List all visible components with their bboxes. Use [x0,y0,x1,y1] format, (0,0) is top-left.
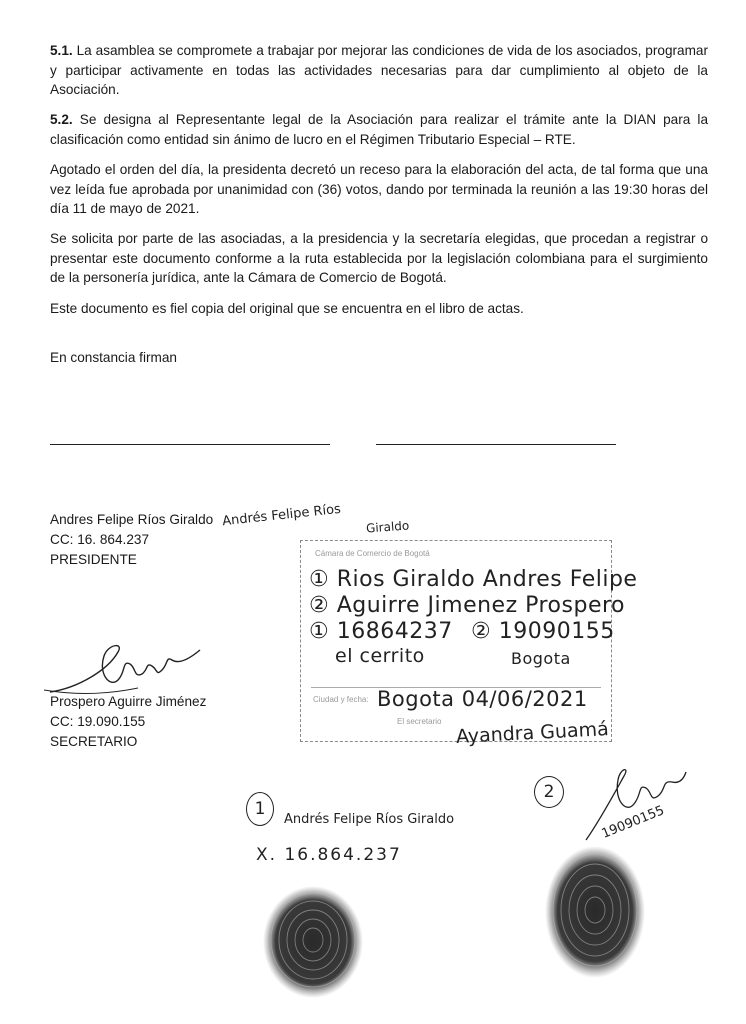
handwritten-number-1: 1 [246,792,274,826]
stamp-handwritten-line-3: ① 16864237 [309,619,453,644]
true-copy-statement: Este documento es fiel copia del original que se encuentra en el libro de actas. [50,301,524,316]
stamp-header: Cámara de Comercio de Bogotá [315,549,430,558]
president-role: PRESIDENTE [50,552,137,567]
signature-line-secretary [376,444,616,445]
signatures-intro: En constancia firman [50,350,177,365]
clause-number: 5.2. [50,112,73,127]
secretary-name: Prospero Aguirre Jiménez [50,694,207,709]
secretary-id: CC: 19.090.155 [50,714,146,729]
stamp-secretary-signature: Ayandra Guamá [455,718,610,748]
secretary-block [50,692,206,752]
handwritten-number-2: 2 [534,776,564,808]
handwritten-bottom-name: Andrés Felipe Ríos Giraldo [284,812,455,827]
handwritten-bottom-id-2: 19090155 [599,803,667,842]
stamp-handwritten-line-3b: ② 19090155 [471,619,615,644]
closing-paragraph: Agotado el orden del día, la presidenta decretó un receso para la elaboración del acta, de tal forma que una vez leída fue aprobada por unanimidad con (36) votos, dando por terminada la reunión a las 19:30 horas del día 11 de mayo de 2021. [50,162,708,216]
fingerprint-left [258,882,368,1002]
notary-stamp [300,540,638,742]
president-name: Andres Felipe Ríos Giraldo [50,512,214,527]
clause-5-1 [50,41,708,100]
president-block [50,510,213,570]
stamp-handwritten-line-2: ② Aguirre Jimenez Prospero [309,593,626,618]
stamp-handwritten-line-4b: Bogota [511,649,571,668]
stamp-place-label: Ciudad y fecha: [313,695,369,704]
signature-line-president [50,444,330,445]
secretary-role: SECRETARIO [50,734,138,749]
stamp-place-date: Bogota 04/06/2021 [377,687,588,711]
clause-text: Se designa al Representante legal de la Asociación para realizar el trámite ante la DIAN para la clasificación como entidad sin ánimo de lucro en el Régimen Tributario Especial – RTE. [50,112,709,147]
registration-request-paragraph: Se solicita por parte de las asociadas, a la presidencia y la secretaría elegidas, que procedan a registrar o presentar este documento conforme a la ruta establecida por la legislación colombiana para el surgimiento de la personería jurídica, ante la Cámara de Comercio de Bogotá. [50,231,708,285]
handwritten-name-note-surname: Giraldo [365,518,410,536]
clause-number: 5.1. [50,43,73,58]
stamp-secretary-label: El secretario [397,717,442,726]
stamp-handwritten-line-4: el cerrito [335,645,425,667]
bottom-secretary-signature [580,760,690,850]
handwritten-bottom-id: X. 16.864.237 [256,845,402,865]
fingerprint-right [540,842,650,982]
president-id: CC: 16. 864.237 [50,532,149,547]
clause-text: La asamblea se compromete a trabajar por mejorar las condiciones de vida de los asociados, programar y participar activamente en todas las actividades necesarias para dar cumplimiento al objeto de la Asociación. [50,43,709,97]
stamp-handwritten-line-1: ① Rios Giraldo Andres Felipe [309,567,638,592]
clause-5-2 [50,110,708,149]
handwritten-name-note: Andrés Felipe Ríos [221,501,342,530]
